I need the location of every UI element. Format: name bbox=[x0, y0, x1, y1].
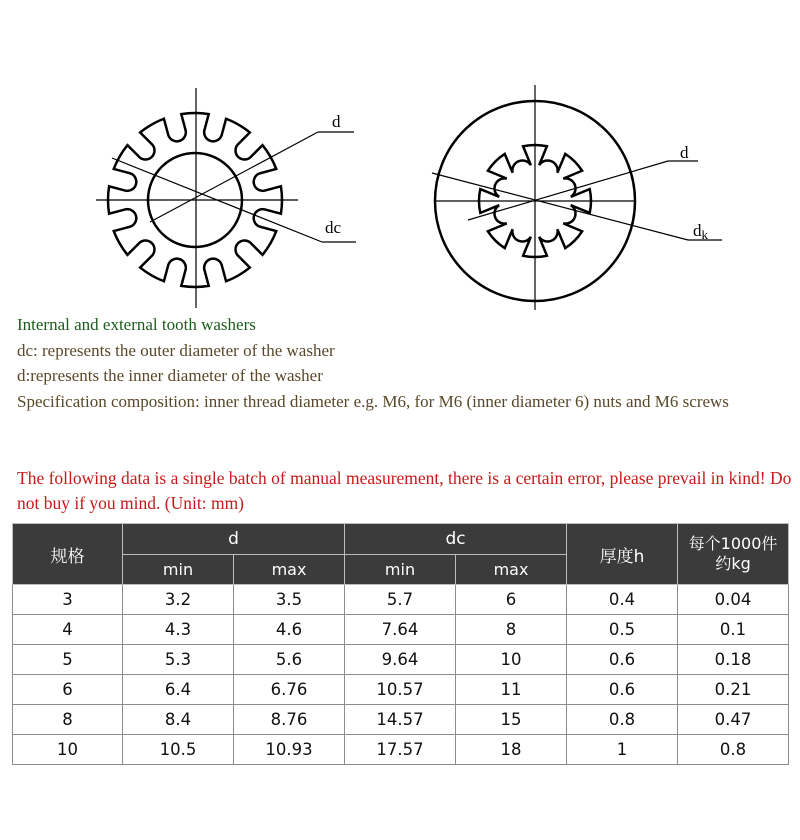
cell-thickness: 0.4 bbox=[567, 585, 678, 615]
cell-spec: 5 bbox=[13, 645, 123, 675]
table-row bbox=[13, 675, 789, 705]
table-row bbox=[13, 645, 789, 675]
internal-label-dk-main: d bbox=[693, 221, 702, 240]
cell-dc-min: 9.64 bbox=[345, 645, 456, 675]
cell-spec: 3 bbox=[13, 585, 123, 615]
cell-spec: 8 bbox=[13, 705, 123, 735]
table-row bbox=[13, 735, 789, 765]
cell-d-min: 8.4 bbox=[123, 705, 234, 735]
cell-d-max: 5.6 bbox=[234, 645, 345, 675]
internal-label-dk bbox=[693, 221, 709, 242]
cell-dc-min: 14.57 bbox=[345, 705, 456, 735]
cell-dc-max: 6 bbox=[456, 585, 567, 615]
external-d-leader bbox=[150, 132, 318, 222]
cell-thickness: 0.6 bbox=[567, 675, 678, 705]
internal-label-dk-sub: k bbox=[701, 227, 708, 242]
table-row bbox=[13, 705, 789, 735]
cell-weight: 0.8 bbox=[678, 735, 789, 765]
cell-d-min: 5.3 bbox=[123, 645, 234, 675]
cell-spec: 6 bbox=[13, 675, 123, 705]
cell-thickness: 1 bbox=[567, 735, 678, 765]
cell-weight: 0.18 bbox=[678, 645, 789, 675]
header-dc-min: min bbox=[345, 555, 456, 585]
header-d-max: max bbox=[234, 555, 345, 585]
header-row-1 bbox=[13, 524, 789, 555]
cell-d-max: 10.93 bbox=[234, 735, 345, 765]
cell-d-max: 6.76 bbox=[234, 675, 345, 705]
cell-weight: 0.21 bbox=[678, 675, 789, 705]
spec-table bbox=[12, 523, 789, 765]
header-spec: 规格 bbox=[13, 524, 123, 585]
cell-d-max: 8.76 bbox=[234, 705, 345, 735]
cell-weight: 0.47 bbox=[678, 705, 789, 735]
cell-thickness: 0.5 bbox=[567, 615, 678, 645]
table-row bbox=[13, 615, 789, 645]
notes-dc-description: dc: represents the outer diameter of the washer bbox=[17, 340, 335, 360]
header-weight bbox=[678, 524, 789, 585]
cell-dc-max: 11 bbox=[456, 675, 567, 705]
internal-tooth-washer-drawing bbox=[432, 85, 722, 310]
external-label-d: d bbox=[332, 112, 341, 131]
internal-dk-leader bbox=[432, 173, 688, 240]
internal-label-d: d bbox=[680, 143, 689, 162]
header-thickness: 厚度h bbox=[567, 524, 678, 585]
cell-d-min: 4.3 bbox=[123, 615, 234, 645]
cell-dc-max: 8 bbox=[456, 615, 567, 645]
washer-drawings bbox=[0, 0, 800, 310]
cell-dc-min: 17.57 bbox=[345, 735, 456, 765]
external-tooth-washer-drawing bbox=[96, 88, 356, 308]
external-label-dc: dc bbox=[325, 218, 342, 237]
description-notes bbox=[17, 312, 792, 414]
drawings-svg bbox=[0, 0, 800, 310]
header-d-min: min bbox=[123, 555, 234, 585]
measurement-warning: The following data is a single batch of manual measurement, there is a certain error, please prevail in kind! Do not buy if you mind. (Unit: mm) bbox=[17, 468, 792, 513]
cell-thickness: 0.8 bbox=[567, 705, 678, 735]
cell-d-min: 3.2 bbox=[123, 585, 234, 615]
header-dc: dc bbox=[345, 524, 567, 555]
cell-dc-max: 18 bbox=[456, 735, 567, 765]
cell-spec: 10 bbox=[13, 735, 123, 765]
cell-thickness: 0.6 bbox=[567, 645, 678, 675]
cell-dc-min: 7.64 bbox=[345, 615, 456, 645]
cell-d-min: 10.5 bbox=[123, 735, 234, 765]
cell-dc-max: 10 bbox=[456, 645, 567, 675]
cell-weight: 0.1 bbox=[678, 615, 789, 645]
header-weight-line1: 每个1000件 bbox=[688, 534, 778, 553]
notes-spec-description: Specification composition: inner thread diameter e.g. M6, for M6 (inner diameter 6) nuts and M6 screws bbox=[17, 391, 729, 411]
cell-spec: 4 bbox=[13, 615, 123, 645]
header-weight-line2: 约kg bbox=[715, 554, 751, 573]
cell-dc-min: 10.57 bbox=[345, 675, 456, 705]
notes-d-description: d:represents the inner diameter of the washer bbox=[17, 366, 323, 385]
header-dc-max: max bbox=[456, 555, 567, 585]
cell-d-min: 6.4 bbox=[123, 675, 234, 705]
header-d: d bbox=[123, 524, 345, 555]
cell-d-max: 3.5 bbox=[234, 585, 345, 615]
table-row bbox=[13, 585, 789, 615]
cell-weight: 0.04 bbox=[678, 585, 789, 615]
cell-d-max: 4.6 bbox=[234, 615, 345, 645]
cell-dc-min: 5.7 bbox=[345, 585, 456, 615]
notes-title: Internal and external tooth washers bbox=[17, 315, 256, 334]
cell-dc-max: 15 bbox=[456, 705, 567, 735]
